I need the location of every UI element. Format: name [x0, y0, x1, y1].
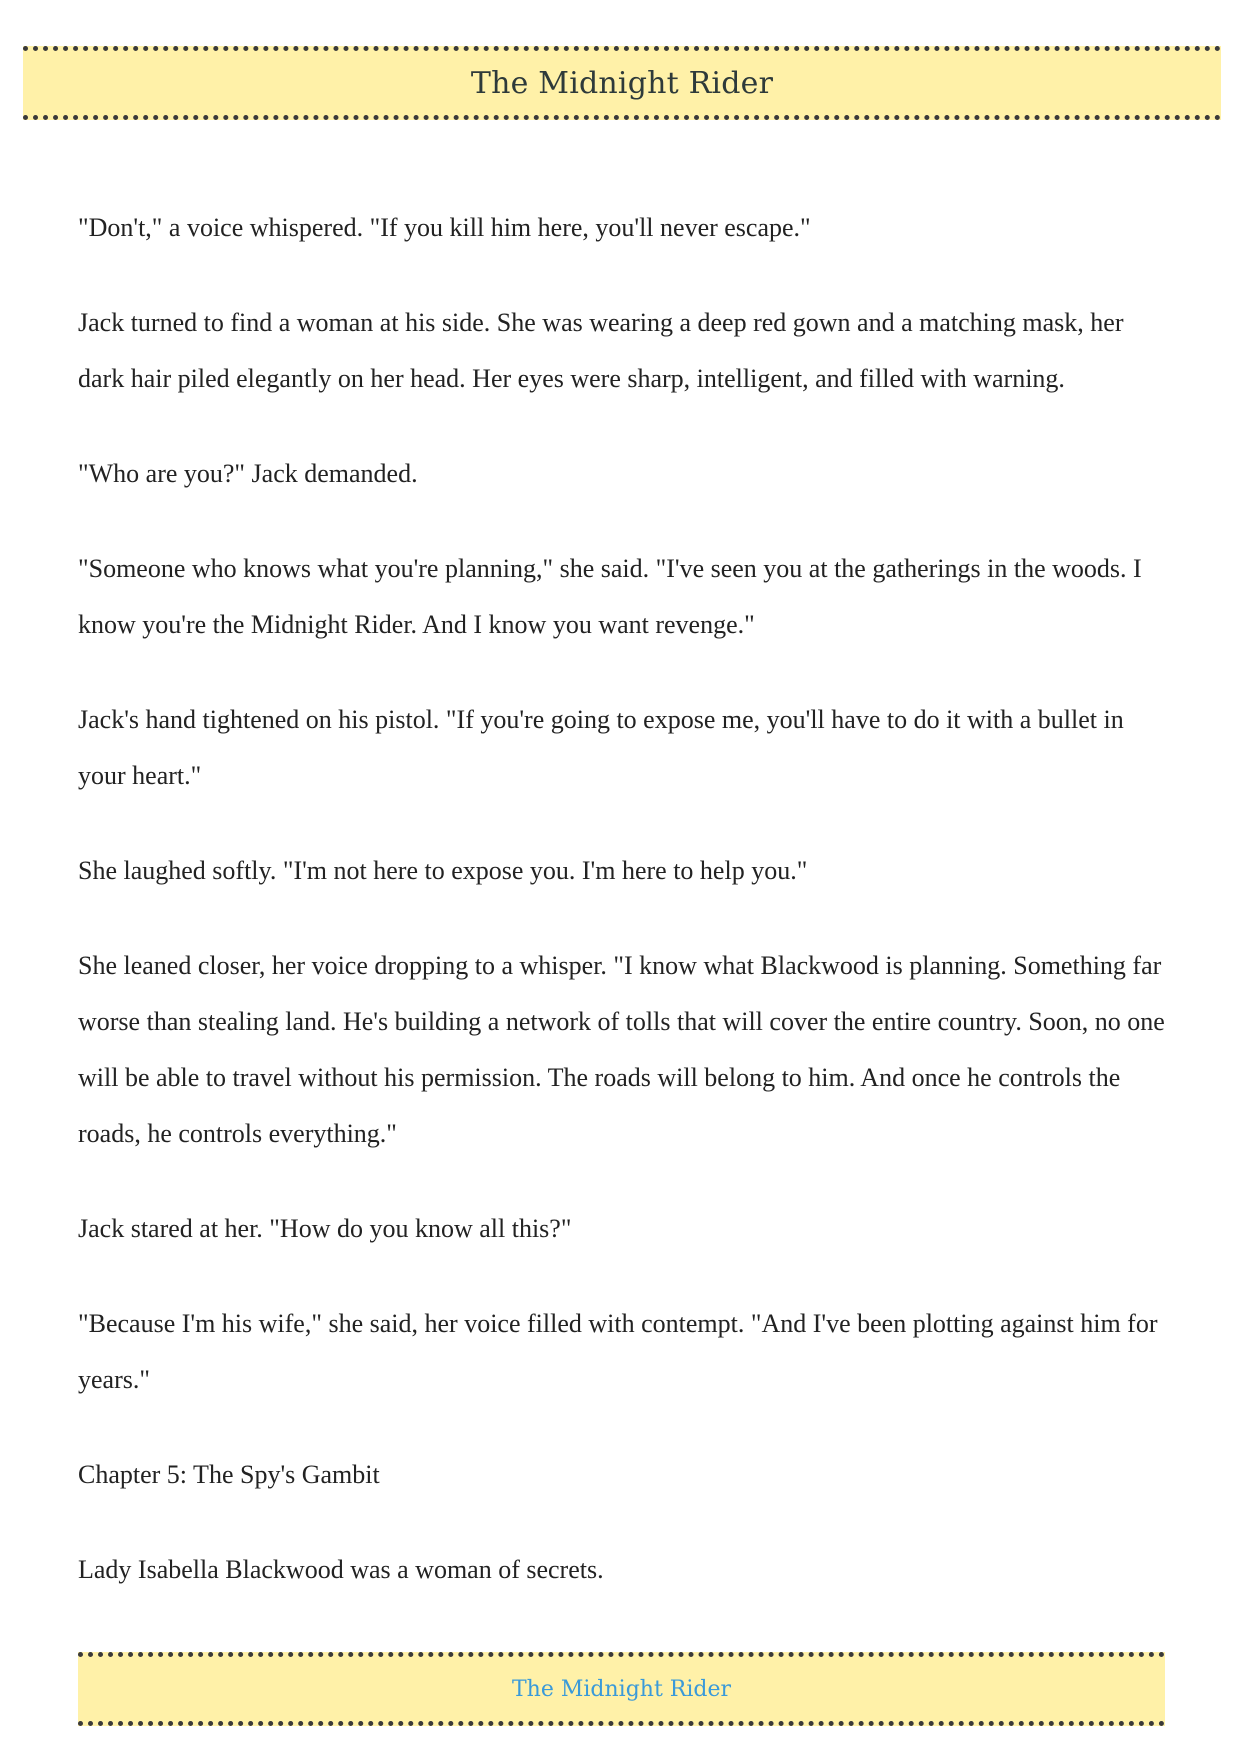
paragraph-5: Jack's hand tightened on his pistol. "If you're going to expose me, you'll have to do it with a bullet in your heart." — [78, 705, 1124, 790]
page-footer — [78, 1652, 1165, 1726]
header-title: The Midnight Rider — [470, 65, 774, 101]
page-header — [23, 46, 1221, 120]
paragraph-1: "Don't," a voice whispered. "If you kill him here, you'll never escape." — [78, 213, 811, 242]
chapter-heading: Chapter 5: The Spy's Gambit — [78, 1460, 380, 1489]
paragraph-8: Jack stared at her. "How do you know all this?" — [78, 1214, 572, 1243]
paragraph-9: "Because I'm his wife," she said, her voice filled with contempt. "And I've been plotting against him for years." — [78, 1309, 1158, 1394]
paragraph-6: She laughed softly. "I'm not here to expose you. I'm here to help you." — [78, 856, 808, 885]
story-body — [78, 200, 1168, 1637]
footer-title: The Midnight Rider — [511, 1676, 731, 1702]
paragraph-11: Lady Isabella Blackwood was a woman of secrets. — [78, 1555, 604, 1584]
paragraph-2: Jack turned to find a woman at his side. She was wearing a deep red gown and a matching mask, her dark hair piled elegantly on her head. Her eyes were sharp, intelligent, and filled with warning. — [78, 308, 1124, 393]
paragraph-4: "Someone who knows what you're planning," she said. "I've seen you at the gatherings in the woods. I know you're the Midnight Rider. And I know you want revenge." — [78, 554, 1142, 639]
paragraph-3: "Who are you?" Jack demanded. — [78, 459, 418, 488]
paragraph-7: She leaned closer, her voice dropping to a whisper. "I know what Blackwood is planning. Something far worse than stealing land. He's building a network of tolls that will cover the entire country. Soon, no one will be able to travel without his permission. The roads will belong to him. And once he controls the roads, he controls everything." — [78, 951, 1165, 1148]
